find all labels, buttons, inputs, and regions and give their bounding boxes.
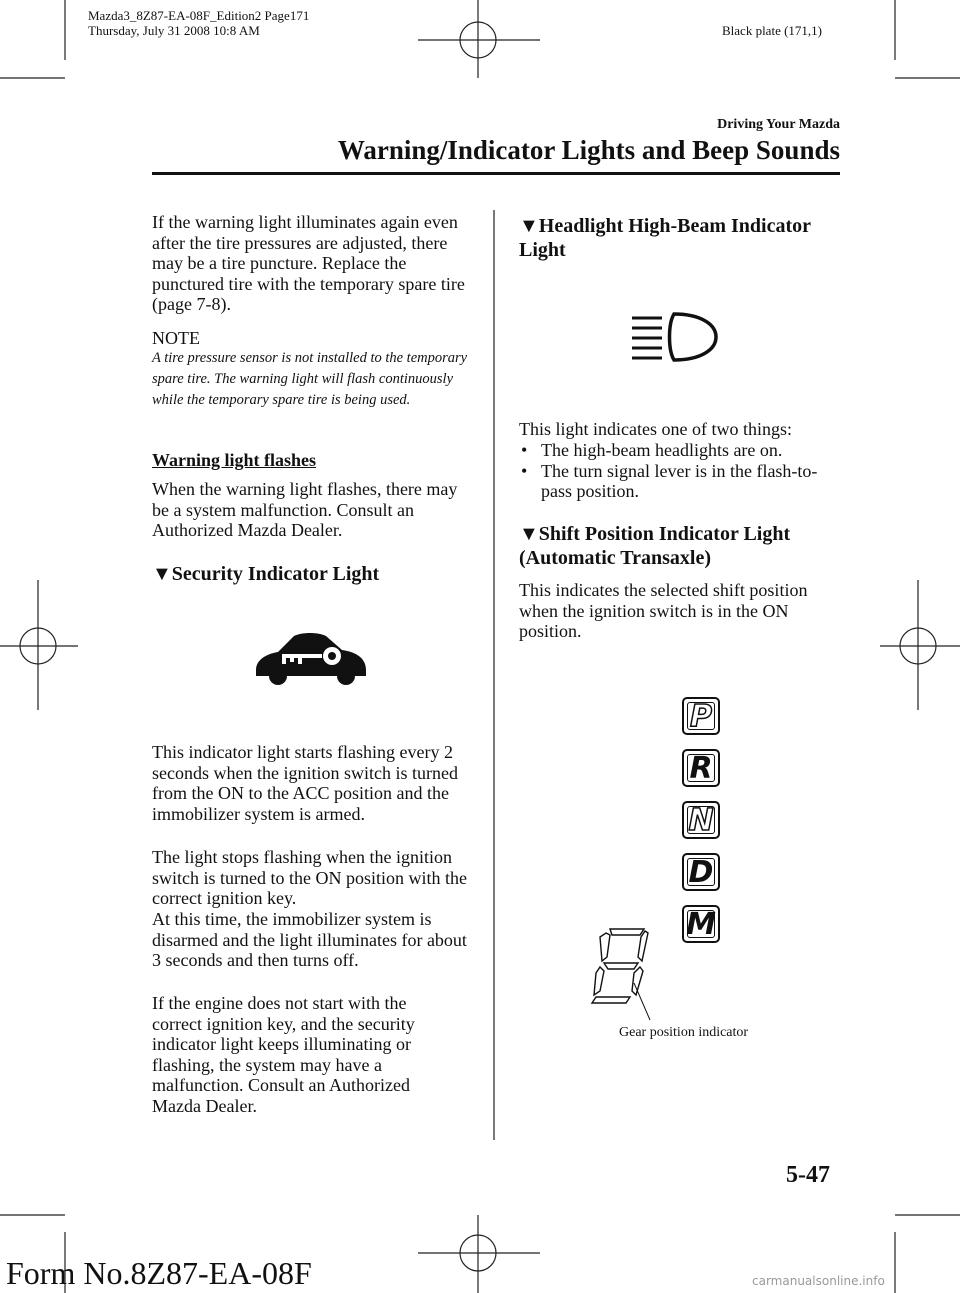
page-number: 5-47 — [786, 1162, 830, 1188]
watermark: carmanualsonline.info — [752, 1274, 885, 1288]
high-beam-icon — [630, 312, 720, 362]
gear-r-letter: R — [689, 750, 713, 786]
shift-heading — [519, 522, 839, 570]
shift-paragraph: This indicates the selected shift position when the ignition switch is in the ON position. — [519, 580, 808, 642]
print-date-line: Thursday, July 31 2008 10:8 AM — [88, 23, 260, 38]
print-file-line: Mazda3_8Z87-EA-08F_Edition2 Page171 — [88, 8, 310, 23]
shift-heading-text: Shift Position Indicator Light (Automatic Transaxle) — [519, 523, 791, 569]
gear-n-icon — [682, 801, 720, 839]
gear-p-letter: P — [690, 698, 712, 734]
seven-segment-display-icon — [588, 925, 658, 1035]
gear-d-icon — [682, 853, 720, 891]
security-paragraph-2b: At this time, the immobilizer system is disarmed and the light illuminates for about 3 seconds and then turns off. — [152, 909, 467, 971]
highbeam-heading-text: Headlight High-Beam Indicator Light — [519, 215, 811, 261]
gear-m-icon — [682, 905, 720, 943]
gear-d-letter: D — [688, 854, 714, 890]
chapter-label: Driving Your Mazda — [717, 117, 840, 132]
plate-info: Black plate (171,1) — [722, 23, 822, 38]
heading-marker-icon: ▼ — [519, 523, 539, 545]
list-item: • The high-beam headlights are on. — [519, 440, 839, 461]
intro-paragraph: If the warning light illuminates again even after the tire pressures are adjusted, there may be a tire puncture. Replace the punctured tire with the temporary spare tire (page 7-8). — [152, 212, 465, 315]
gear-position-caption: Gear position indicator — [619, 1025, 749, 1040]
gear-n-letter: N — [688, 802, 714, 838]
security-paragraph-3: If the engine does not start with the correct ignition key, and the security indicator light keeps illuminating or flashing, the system may have a malfunction. Consult an Authorized Mazda Dealer. — [152, 993, 415, 1116]
highbeam-bullet-list — [519, 440, 839, 502]
page-title: Warning/Indicator Lights and Beep Sounds — [337, 135, 840, 165]
security-heading — [152, 562, 379, 586]
header-rule — [152, 172, 840, 175]
gear-p-icon — [682, 697, 720, 735]
print-file-info — [88, 8, 309, 38]
flash-subheading: Warning light flashes — [152, 450, 317, 470]
security-paragraph-1: This indicator light starts flashing every 2 seconds when the ignition switch is turned from the ON to the ACC position and the immobilizer system is armed. — [152, 742, 458, 824]
note-text: A tire pressure sensor is not installed to the temporary spare tire. The warning light will flash continuously while the temporary spare tire is being used. — [152, 350, 468, 408]
security-heading-text: Security Indicator Light — [171, 563, 380, 585]
security-paragraph-2a: The light stops flashing when the ignition switch is turned to the ON position with the correct ignition key. — [152, 847, 467, 909]
highbeam-intro: This light indicates one of two things: — [519, 419, 792, 439]
heading-marker-icon: ▼ — [519, 215, 539, 237]
security-key-car-icon — [252, 630, 372, 690]
gear-m-letter: M — [686, 906, 716, 942]
gear-r-icon — [682, 749, 720, 787]
heading-marker-icon: ▼ — [152, 563, 172, 585]
form-number: Form No.8Z87-EA-08F — [6, 1255, 312, 1291]
highbeam-heading — [519, 214, 834, 262]
note-label: NOTE — [152, 328, 200, 348]
list-item: • The turn signal lever is in the flash-to-pass position. — [519, 461, 839, 502]
flash-paragraph: When the warning light flashes, there may be a system malfunction. Consult an Authorized Mazda Dealer. — [152, 479, 458, 541]
